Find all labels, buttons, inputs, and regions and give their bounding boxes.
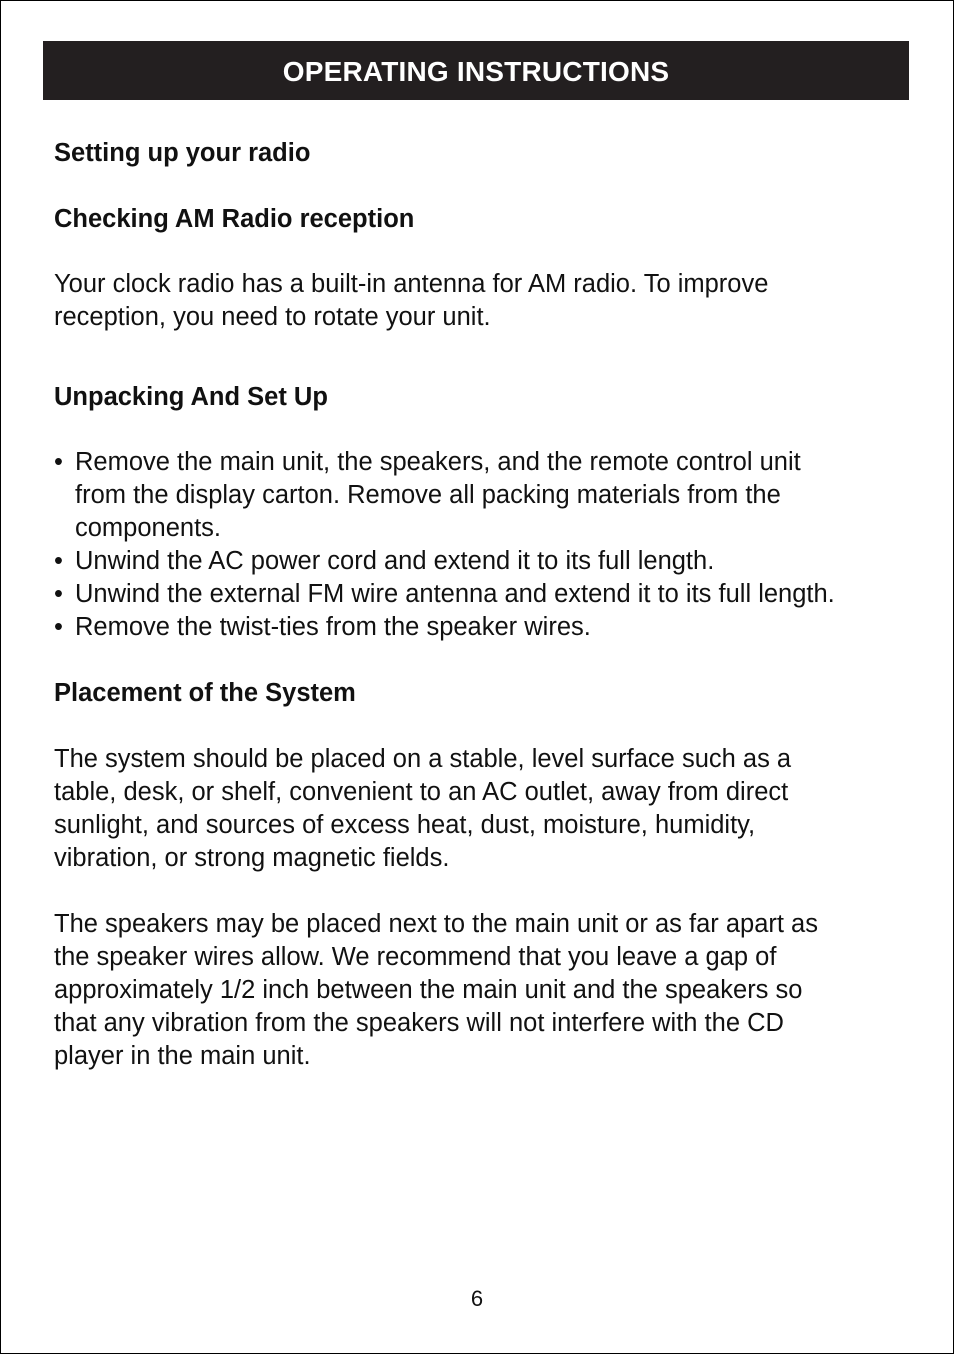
bullet-icon: • [54,547,63,575]
bullet-line: from the display carton. Remove all packing materials from the [75,481,781,509]
bullet-icon: • [54,613,63,641]
paragraph-line: vibration, or strong magnetic fields. [54,844,450,872]
page-content [54,137,904,1073]
bullet-item [54,545,904,578]
bullet-item [54,578,904,611]
bullet-line: Remove the main unit, the speakers, and the remote control unit [75,448,801,476]
paragraph-line: reception, you need to rotate your unit. [54,303,491,331]
placement-paragraph-2 [54,908,904,1073]
bullet-icon: • [54,580,63,608]
paragraph-line: sunlight, and sources of excess heat, dust, moisture, humidity, [54,811,756,839]
paragraph-line: player in the main unit. [54,1042,311,1070]
paragraph-line: Your clock radio has a built-in antenna for AM radio. To improve [54,270,769,298]
bullet-item [54,446,904,545]
bullet-line: components. [75,514,222,542]
bullet-line: Remove the twist-ties from the speaker wires. [75,613,591,641]
am-reception-heading: Checking AM Radio reception [54,205,415,233]
placement-heading: Placement of the System [54,679,356,707]
paragraph-line: approximately 1/2 inch between the main unit and the speakers so [54,976,803,1004]
paragraph-line: the speaker wires allow. We recommend that you leave a gap of [54,943,777,971]
paragraph-line: table, desk, or shelf, convenient to an AC outlet, away from direct [54,778,789,806]
bullet-line: Unwind the external FM wire antenna and extend it to its full length. [75,580,835,608]
setup-heading: Setting up your radio [54,139,311,167]
unpacking-heading: Unpacking And Set Up [54,383,328,411]
unpacking-bullet-list [54,446,904,644]
section-header-bar [43,41,909,100]
am-reception-paragraph [54,268,904,334]
paragraph-line: The speakers may be placed next to the main unit or as far apart as [54,910,818,938]
placement-paragraph-1 [54,743,904,875]
paragraph-line: The system should be placed on a stable, level surface such as a [54,745,792,773]
page-number: 6 [470,1286,484,1311]
paragraph-line: that any vibration from the speakers will not interfere with the CD [54,1009,784,1037]
page-title: OPERATING INSTRUCTIONS [282,55,670,87]
bullet-line: Unwind the AC power cord and extend it to its full length. [75,547,715,575]
bullet-icon: • [54,448,63,476]
bullet-item [54,611,904,644]
